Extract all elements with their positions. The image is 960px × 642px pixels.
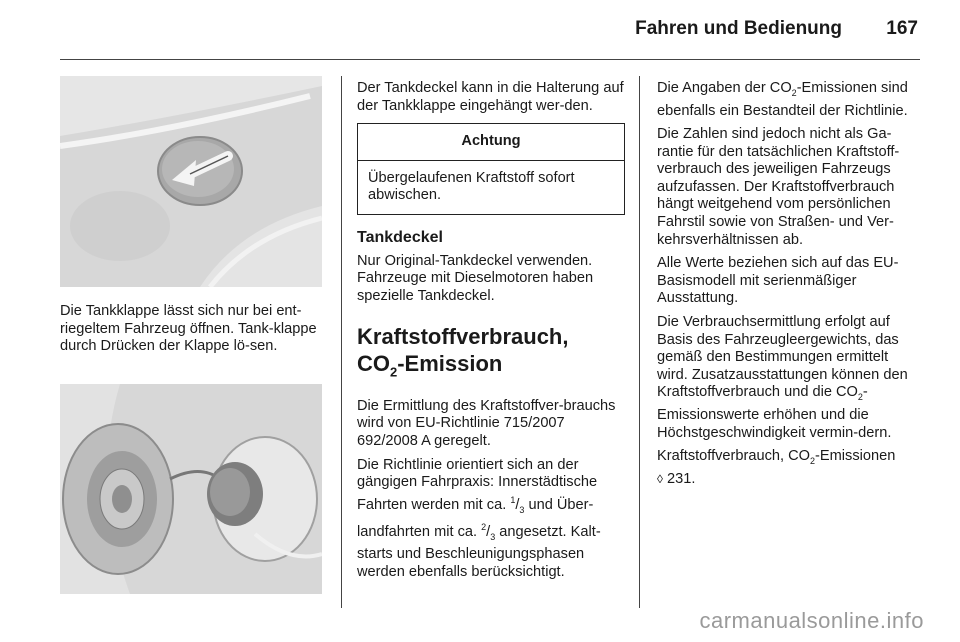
fraction-1-numerator: 1 (510, 494, 516, 505)
tankdeckel-heading: Tankdeckel (357, 228, 443, 246)
driving-practice-part1: Die Richtlinie orientiert sich an der gängigen Fahrpraxis: Innerstädtische Fahrten werden mit ca. (357, 456, 598, 513)
co2-directive-b: -Emissionen sind ebenfalls ein Bestandteil der Richtlinie. (657, 80, 908, 119)
warning-text: Übergelaufenen Kraftstoff sofort abwischen. (368, 169, 575, 204)
caption-fuel-flap: Die Tankklappe lässt sich nur bei ent-riegeltem Fahrzeug öffnen. Tank-klappe durch Drücken der Klappe lö-sen. (60, 303, 317, 355)
warning-title: Achtung (358, 124, 624, 161)
cross-reference-sub: 2 (810, 456, 816, 466)
section-heading-suffix: -Emission (397, 351, 503, 377)
reference-arrow-icon: ◊ (657, 471, 663, 486)
driving-practice-part3: angesetzt. Kalt-starts und Beschleunigungsphasen werden ebenfalls berücksichtigt. (357, 523, 601, 581)
curb-weight-sub: 2 (857, 392, 863, 403)
header-rule (60, 59, 920, 60)
tank-cap-holder-text: Der Tankdeckel kann in die Halterung auf der Tankklappe eingehängt wer-den. (357, 80, 624, 114)
fraction-1-denominator: 3 (519, 504, 525, 515)
cross-reference-link[interactable]: 231. (667, 470, 696, 487)
section-heading-sub: 2 (390, 364, 398, 380)
section-heading-prefix: CO (357, 351, 390, 377)
warning-box (357, 123, 625, 215)
fraction-2-denominator: 3 (490, 531, 496, 542)
co2-directive-a: Die Angaben der CO (657, 80, 792, 96)
base-model-paragraph: Alle Werte beziehen sich auf das EU-Basismodell mit serienmäßiger Ausstattung. (657, 255, 899, 307)
section-heading-line1: Kraftstoffverbrauch, (357, 324, 569, 350)
column-divider-left (341, 76, 342, 608)
driving-practice-paragraph: Die Richtlinie orientiert sich an der gängigen Fahrpraxis: Innerstädtische Fahrten werden mit ca. $^1/_3$ und Über-landfahrten mit ca. $^2/_3$ angesetzt. Kalt-starts und Beschleunigungsphasen werden ebenfalls berücksichtigt. (357, 456, 601, 581)
section-heading (357, 323, 625, 385)
co2-directive-paragraph (657, 80, 922, 120)
co2-directive-sub: 2 (791, 87, 797, 98)
curb-weight-b: -Emissionswerte erhöhen und die Höchstgeschwindigkeit vermin-dern. (657, 384, 892, 441)
watermark: carmanualsonline.info (699, 608, 924, 633)
cross-reference-b: -Emissionen (815, 448, 896, 465)
page-number: 167 (886, 18, 918, 39)
regulation-paragraph: Die Ermittlung des Kraftstoffver-brauchs wird von EU-Richtlinie 715/2007 692/2008 A geregelt. (357, 397, 616, 449)
column-divider-right (639, 76, 640, 608)
fraction-2-numerator: 2 (481, 522, 487, 533)
tankdeckel-text: Nur Original-Tankdeckel verwenden. Fahrzeuge mit Dieselmotoren haben spezielle Tankdeckel. (357, 252, 594, 304)
driving-practice-part2: und Über-landfahrten mit ca. (357, 496, 594, 540)
illustration-fuel-flap-closed (60, 76, 322, 287)
page-header-title: Fahren und Bedienung (635, 18, 842, 39)
no-guarantee-paragraph: Die Zahlen sind jedoch nicht als Ga-rantie für den tatsächlichen Kraftstoff-verbrauch des jeweiligen Fahrzeugs aufzufassen. Der Kraftstoffverbrauch hängt weitgehend vom persönlichen Fahrstil sowie von Straßen- und Ver-kehrsverhältnissen ab. (657, 126, 900, 248)
illustration-fuel-filler-open (60, 384, 322, 594)
cross-reference-a: Kraftstoffverbrauch, CO (657, 448, 811, 465)
cross-reference-paragraph (657, 448, 922, 488)
curb-weight-paragraph (657, 314, 922, 442)
curb-weight-a: Die Verbrauchsermittlung erfolgt auf Basis des Fahrzeugleergewichts, das gemäß den Bestimmungen ermittelt wird. Zusatzausstattungen können den Kraftstoffverbrauch und die CO (657, 314, 908, 401)
